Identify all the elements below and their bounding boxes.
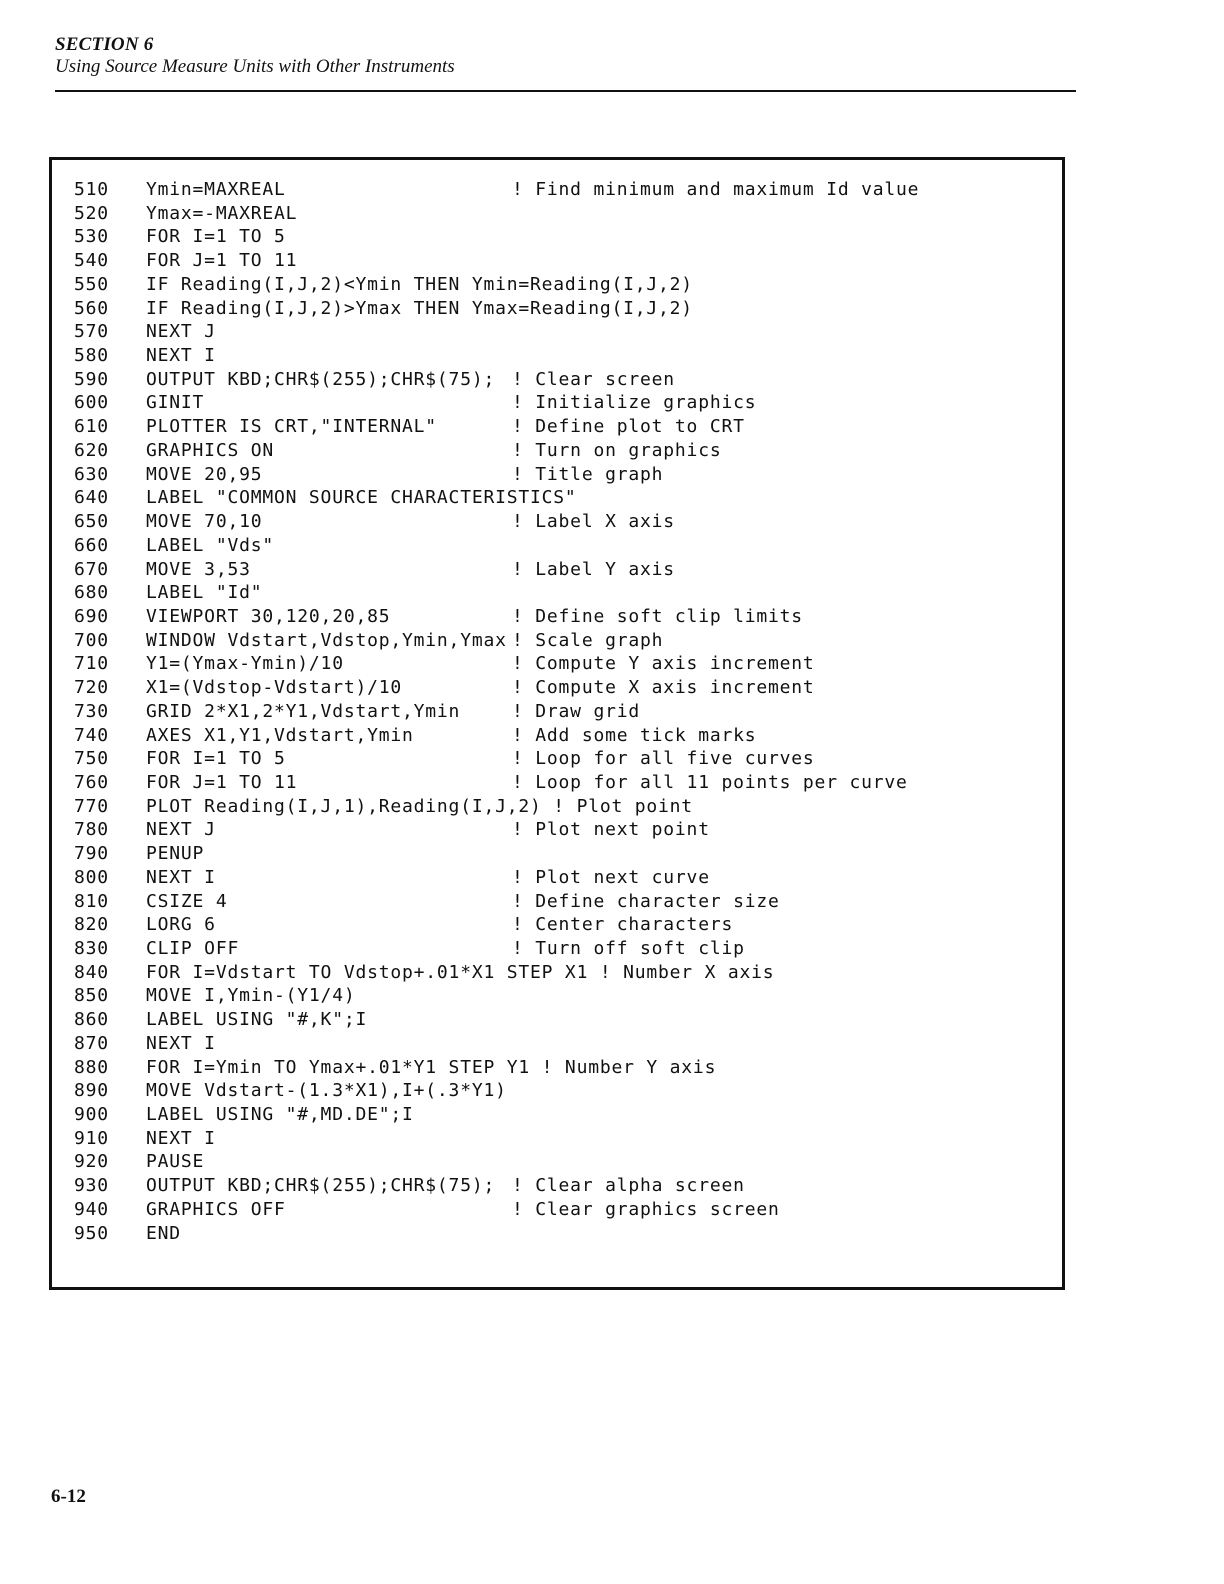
code-line: [74, 439, 1062, 463]
code-line: [74, 795, 1062, 819]
code-statement: LABEL "Id": [146, 582, 263, 604]
code-line: [74, 344, 1062, 368]
line-number: 670: [74, 558, 109, 580]
code-statement: PLOT Reading(I,J,1),Reading(I,J,2) ! Plot point: [146, 795, 693, 817]
line-number: 590: [74, 368, 109, 390]
section-subtitle: Using Source Measure Units with Other Instruments: [55, 56, 455, 77]
code-comment: ! Find minimum and maximum Id value: [512, 179, 920, 200]
page-header: [55, 34, 1075, 78]
line-number: 510: [74, 179, 109, 200]
line-number: 560: [74, 297, 109, 319]
code-line: [74, 984, 1062, 1008]
code-comment: ! Compute X axis increment: [512, 677, 815, 699]
line-number: 680: [74, 582, 109, 604]
code-line: [74, 700, 1062, 724]
code-statement: GRAPHICS ON: [146, 439, 275, 461]
code-statement: IF Reading(I,J,2)>Ymax THEN Ymax=Reading(I,J,2): [146, 297, 693, 319]
line-number: 530: [74, 226, 109, 248]
code-comment: ! Define plot to CRT: [512, 416, 745, 438]
code-statement: Y1=(Ymax-Ymin)/10: [146, 653, 344, 675]
code-line: [74, 368, 1062, 392]
line-number: 580: [74, 345, 109, 367]
code-line: [74, 676, 1062, 700]
code-comment: ! Title graph: [512, 463, 664, 485]
line-number: 550: [74, 273, 109, 295]
code-line: [74, 1008, 1062, 1032]
code-statement: LABEL "COMMON SOURCE CHARACTERISTICS": [146, 487, 577, 509]
code-statement: FOR J=1 TO 11: [146, 250, 298, 272]
code-comment: ! Loop for all five curves: [512, 748, 815, 770]
code-statement: AXES X1,Y1,Vdstart,Ymin: [146, 724, 414, 746]
code-statement: PENUP: [146, 843, 205, 865]
code-statement: IF Reading(I,J,2)<Ymin THEN Ymin=Reading(I,J,2): [146, 273, 693, 295]
line-number: 720: [74, 677, 109, 699]
code-comment: ! Clear graphics screen: [512, 1198, 780, 1220]
code-line: [74, 937, 1062, 961]
code-statement: FOR I=Vdstart TO Vdstop+.01*X1 STEP X1 ! Number X axis: [146, 961, 775, 983]
code-line: [74, 273, 1062, 297]
line-number: 920: [74, 1151, 109, 1173]
code-comment: ! Define character size: [512, 890, 780, 912]
code-line: [74, 842, 1062, 866]
code-statement: NEXT I: [146, 1032, 216, 1054]
code-line: [74, 486, 1062, 510]
code-statement: Ymax=-MAXREAL: [146, 202, 298, 224]
line-number: 790: [74, 843, 109, 865]
section-title: SECTION 6: [55, 34, 154, 55]
line-number: 650: [74, 511, 109, 533]
code-comment: ! Compute Y axis increment: [512, 653, 815, 675]
code-comment: ! Label Y axis: [512, 558, 675, 580]
code-statement: MOVE 3,53: [146, 558, 251, 580]
code-statement: OUTPUT KBD;CHR$(255);CHR$(75);: [146, 1175, 496, 1197]
code-statement: NEXT I: [146, 1127, 216, 1149]
line-number: 890: [74, 1080, 109, 1102]
code-statement: LABEL "Vds": [146, 534, 275, 556]
code-line: [74, 961, 1062, 985]
code-statement: LABEL USING "#,K";I: [146, 1009, 368, 1031]
line-number: 930: [74, 1175, 109, 1197]
code-statement: GINIT: [146, 392, 205, 414]
code-statement: MOVE Vdstart-(1.3*X1),I+(.3*Y1): [146, 1080, 507, 1102]
code-statement: FOR I=Ymin TO Ymax+.01*Y1 STEP Y1 ! Number Y axis: [146, 1056, 717, 1078]
code-line: [74, 629, 1062, 653]
code-statement: NEXT I: [146, 866, 216, 888]
line-number: 860: [74, 1009, 109, 1031]
code-statement: NEXT J: [146, 321, 216, 343]
code-statement: GRID 2*X1,2*Y1,Vdstart,Ymin: [146, 700, 461, 722]
line-number: 610: [74, 416, 109, 438]
code-statement: FOR J=1 TO 11: [146, 771, 298, 793]
code-statement: NEXT J: [146, 819, 216, 841]
line-number: 600: [74, 392, 109, 414]
code-line: [74, 866, 1062, 890]
line-number: 940: [74, 1198, 109, 1220]
code-statement: END: [146, 1222, 181, 1244]
code-line: [74, 581, 1062, 605]
code-line: [74, 225, 1062, 249]
code-line: [74, 1174, 1062, 1198]
code-line: [74, 415, 1062, 439]
program-listing: [74, 178, 1062, 1245]
line-number: 900: [74, 1104, 109, 1126]
code-line: [74, 510, 1062, 534]
code-line: [74, 297, 1062, 321]
code-statement: X1=(Vdstop-Vdstart)/10: [146, 677, 403, 699]
code-line: [74, 391, 1062, 415]
code-comment: ! Draw grid: [512, 700, 641, 722]
line-number: 730: [74, 700, 109, 722]
code-line: [74, 320, 1062, 344]
code-line: [74, 724, 1062, 748]
line-number: 750: [74, 748, 109, 770]
code-line: [74, 1056, 1062, 1080]
code-comment: ! Initialize graphics: [512, 392, 757, 414]
code-line: [74, 890, 1062, 914]
code-comment: ! Plot next curve: [512, 866, 710, 888]
code-comment: ! Clear screen: [512, 368, 675, 390]
line-number: 700: [74, 629, 109, 651]
code-comment: ! Center characters: [512, 914, 734, 936]
line-number: 850: [74, 985, 109, 1007]
line-number: 950: [74, 1222, 109, 1244]
line-number: 620: [74, 439, 109, 461]
code-line: [74, 1127, 1062, 1151]
line-number: 760: [74, 771, 109, 793]
code-line: [74, 913, 1062, 937]
code-line: [74, 249, 1062, 273]
line-number: 910: [74, 1127, 109, 1149]
code-statement: Ymin=MAXREAL: [146, 179, 286, 200]
code-line: [74, 1222, 1062, 1246]
line-number: 570: [74, 321, 109, 343]
code-line: [74, 534, 1062, 558]
code-line: [74, 1150, 1062, 1174]
line-number: 640: [74, 487, 109, 509]
code-line: [74, 558, 1062, 582]
code-line: [74, 1032, 1062, 1056]
code-comment: ! Clear alpha screen: [512, 1175, 745, 1197]
code-line: [74, 178, 1062, 202]
code-statement: FOR I=1 TO 5: [146, 748, 286, 770]
code-statement: LORG 6: [146, 914, 216, 936]
code-line: [74, 818, 1062, 842]
code-statement: CLIP OFF: [146, 938, 240, 959]
page-number: 6-12: [51, 1486, 86, 1507]
line-number: 520: [74, 202, 109, 224]
code-statement: MOVE 70,10: [146, 511, 263, 533]
line-number: 630: [74, 463, 109, 485]
code-comment: ! Turn on graphics: [512, 439, 722, 461]
line-number: 740: [74, 724, 109, 746]
code-line: [74, 747, 1062, 771]
code-comment: ! Turn off soft clip: [512, 938, 745, 959]
line-number: 840: [74, 961, 109, 983]
line-number: 830: [74, 938, 109, 959]
code-statement: OUTPUT KBD;CHR$(255);CHR$(75);: [146, 368, 496, 390]
code-line: [74, 463, 1062, 487]
line-number: 660: [74, 534, 109, 556]
code-line: [74, 771, 1062, 795]
code-statement: PAUSE: [146, 1151, 205, 1173]
code-line: [74, 202, 1062, 226]
code-statement: FOR I=1 TO 5: [146, 226, 286, 248]
header-divider: [55, 90, 1076, 92]
code-line: [74, 1198, 1062, 1222]
code-statement: GRAPHICS OFF: [146, 1198, 286, 1220]
code-comment: ! Scale graph: [512, 629, 664, 651]
code-comment: ! Plot next point: [512, 819, 710, 841]
code-statement: LABEL USING "#,MD.DE";I: [146, 1104, 414, 1126]
program-listing-box: [49, 157, 1065, 1290]
code-line: [74, 605, 1062, 629]
line-number: 870: [74, 1032, 109, 1054]
code-line: [74, 652, 1062, 676]
line-number: 800: [74, 866, 109, 888]
line-number: 540: [74, 250, 109, 272]
line-number: 880: [74, 1056, 109, 1078]
line-number: 710: [74, 653, 109, 675]
code-statement: PLOTTER IS CRT,"INTERNAL": [146, 416, 437, 438]
code-comment: ! Add some tick marks: [512, 724, 757, 746]
line-number: 810: [74, 890, 109, 912]
line-number: 820: [74, 914, 109, 936]
code-comment: ! Loop for all 11 points per curve: [512, 771, 908, 793]
code-line: [74, 1103, 1062, 1127]
line-number: 770: [74, 795, 109, 817]
code-statement: WINDOW Vdstart,Vdstop,Ymin,Ymax: [146, 629, 507, 651]
code-comment: ! Label X axis: [512, 511, 675, 533]
code-comment: ! Define soft clip limits: [512, 605, 803, 627]
line-number: 690: [74, 605, 109, 627]
code-statement: NEXT I: [146, 345, 216, 367]
code-statement: MOVE 20,95: [146, 463, 263, 485]
line-number: 780: [74, 819, 109, 841]
code-statement: MOVE I,Ymin-(Y1/4): [146, 985, 356, 1007]
code-statement: CSIZE 4: [146, 890, 228, 912]
code-statement: VIEWPORT 30,120,20,85: [146, 605, 391, 627]
code-line: [74, 1079, 1062, 1103]
